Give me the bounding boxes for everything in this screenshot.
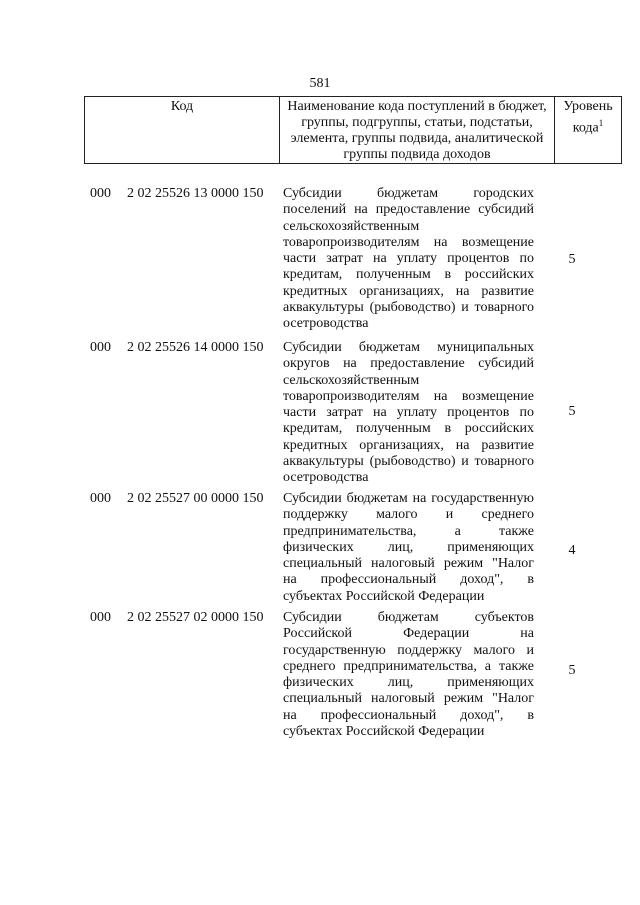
header-name: Наименование кода поступлений в бюджет, группы, подгруппы, статьи, подстатьи, элемента, группы подвида, аналитической группы подвида доходов (280, 97, 555, 164)
header-code: Код (85, 97, 280, 164)
row-level: 4 (568, 543, 576, 558)
row-prefix: 000 (90, 491, 111, 506)
table-header (84, 96, 622, 164)
row-code: 2 02 25526 13 0000 150 (127, 186, 264, 201)
row-code: 2 02 25526 14 0000 150 (127, 340, 264, 355)
header-level (555, 97, 622, 164)
row-level: 5 (568, 663, 576, 678)
row-level: 5 (568, 252, 576, 267)
row-description: Субсидии бюджетам городских поселений на предоставление субсидий сельскохозяйственным товаропроизводителям на возмещение части затрат на уплату процентов по кредитам, полученным в российских кредитных организациях, на развитие аквакультуры (рыбоводство) и товарного осетроводства (283, 186, 534, 332)
row-prefix: 000 (90, 610, 111, 625)
row-code: 2 02 25527 02 0000 150 (127, 610, 264, 625)
header-level-label: Уровень кода (563, 99, 613, 136)
page-number: 581 (309, 76, 331, 91)
row-description: Субсидии бюджетам муниципальных округов на предоставление субсидий сельскохозяйственным товаропроизводителям на возмещение части затрат на уплату процентов по кредитам, полученным в российских кредитных организациях, на развитие аквакультуры (рыбоводство) и товарного осетроводства (283, 340, 534, 486)
row-description: Субсидии бюджетам субъектов Российской Федерации на государственную поддержку малого и среднего предпринимательства, а также физических лиц, применяющих специальный налоговый режим "Налог на профессиональный доход", в субъектах Российской Федерации (283, 610, 534, 740)
header-level-footnote: 1 (598, 118, 604, 128)
row-level: 5 (568, 404, 576, 419)
row-prefix: 000 (90, 340, 111, 355)
row-code: 2 02 25527 00 0000 150 (127, 491, 264, 506)
row-description: Субсидии бюджетам на государственную поддержку малого и среднего предпринимательства, а также физических лиц, применяющих специальный налоговый режим "Налог на профессиональный доход", в субъектах Российской Федерации (283, 491, 534, 604)
row-prefix: 000 (90, 186, 111, 201)
